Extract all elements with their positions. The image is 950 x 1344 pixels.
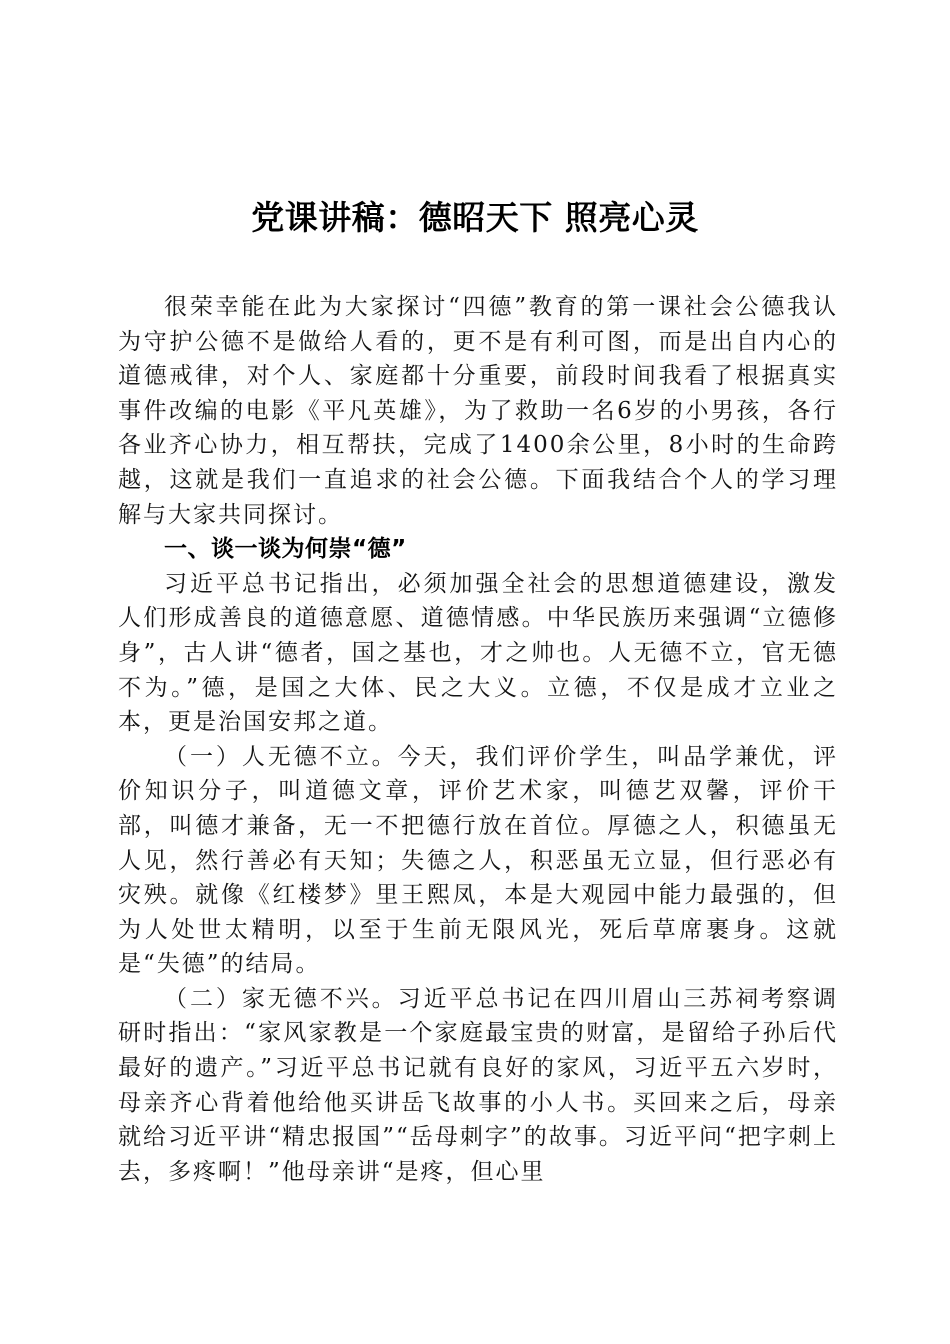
document-body bbox=[118, 290, 838, 1189]
subsection-paragraph-1: （一）人无德不立。今天，我们评价学生，叫品学兼优，评价知识分子，叫道德文章，评价艺术家，叫德艺双馨，评价干部，叫德才兼备，无一不把德行放在首位。厚德之人，积德虽无人见，然行善必有天知；失德之人，积恶虽无立显，但行恶必有灾殃。就像《红楼梦》里王熙凤，本是大观园中能力最强的，但为人处世太精明，以至于生前无限风光，死后草席裹身。这就是“失德”的结局。 bbox=[118, 743, 838, 978]
document-title: 党课讲稿：德昭天下 照亮心灵 bbox=[251, 198, 699, 237]
section-heading: 一、谈一谈为何崇“德” bbox=[164, 536, 407, 563]
intro-paragraph: 很荣幸能在此为大家探讨“四德”教育的第一课社会公德我认为守护公德不是做给人看的，更不是有利可图，而是出自内心的道德戒律，对个人、家庭都十分重要，前段时间我看了根据真实事件改编的电影《平凡英雄》，为了救助一名6岁的小男孩，各行各业齐心协力，相互帮扶，完成了1400余公里，8小时的生命跨越，这就是我们一直追求的社会公德。下面我结合个人的学习理解与大家共同探讨。 bbox=[118, 294, 838, 528]
section-paragraph: 习近平总书记指出，必须加强全社会的思想道德建设，激发人们形成善良的道德意愿、道德情感。中华民族历来强调“立德修身”，古人讲“德者，国之基也，才之帅也。人无德不立，官无德不为。”德，是国之大体、民之大义。立德，不仅是成才立业之本，更是治国安邦之道。 bbox=[118, 570, 838, 736]
subsection-paragraph-2: （二）家无德不兴。习近平总书记在四川眉山三苏祠考察调研时指出：“家风家教是一个家庭最宝贵的财富，是留给子孙后代最好的遗产。”习近平总书记就有良好的家风，习近平五六岁时，母亲齐心背着他给他买讲岳飞故事的小人书。买回来之后，母亲就给习近平讲“精忠报国”“岳母刺字”的故事。习近平问“把字刺上去，多疼啊！”他母亲讲“是疼，但心里 bbox=[118, 985, 838, 1185]
